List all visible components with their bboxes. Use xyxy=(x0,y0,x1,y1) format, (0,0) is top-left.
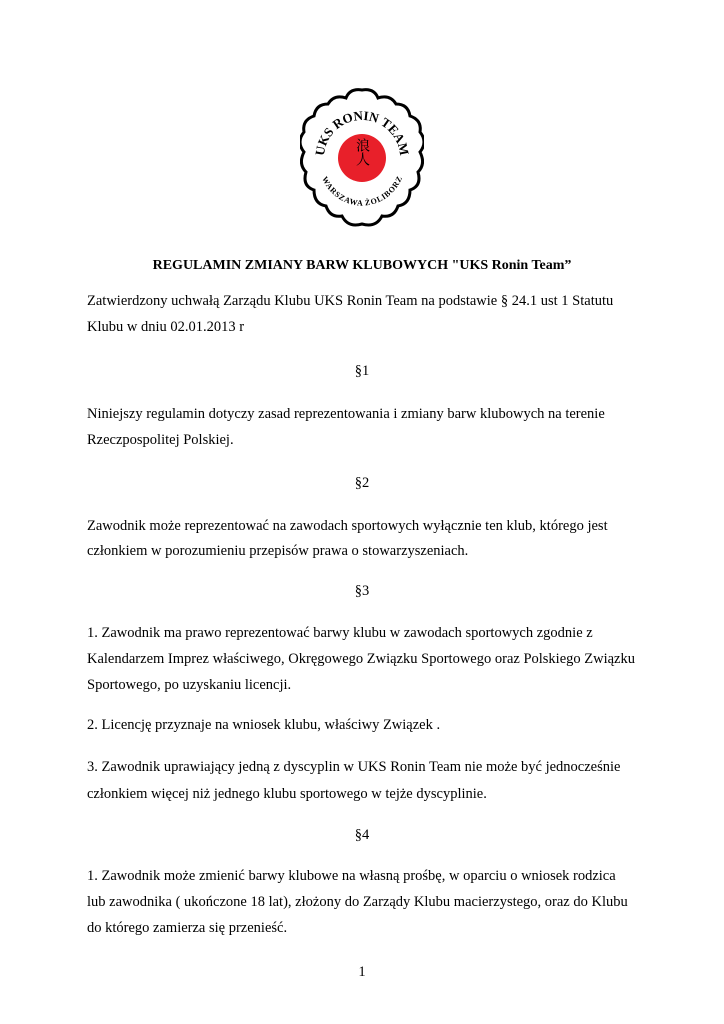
section-2-heading: §2 xyxy=(354,475,370,491)
logo-kanji: 浪人 xyxy=(354,138,370,166)
section-2-line-1: Zawodnik może reprezentować na zawodach sportowych wyłącznie ten klub, którego jest xyxy=(87,518,608,534)
intro-line-2: Klubu w dniu 02.01.2013 r xyxy=(87,319,245,335)
section-3-paragraph-1-line-2: Kalendarzem Imprez właściwego, Okręgowego Związku Sportowego oraz Polskiego Związku xyxy=(87,651,635,667)
section-3-paragraph-3-line-1: 3. Zawodnik uprawiający jedną z dyscyplin w UKS Ronin Team nie może być jednocześnie xyxy=(87,759,621,775)
section-3-paragraph-2: 2. Licencję przyznaje na wniosek klubu, właściwy Związek . xyxy=(87,717,441,733)
logo-bottom-text: WARSZAWA ŻOLIBORZ xyxy=(320,174,404,208)
section-4-paragraph-1-line-2: lub zawodnika ( ukończone 18 lat), złożony do Zarządy Klubu macierzystego, oraz do Klubu xyxy=(87,894,628,910)
section-1-line-1: Niniejszy regulamin dotyczy zasad reprezentowania i zmiany barw klubowych na terenie xyxy=(87,406,605,422)
section-4-paragraph-1-line-3: do którego zamierza się przenieść. xyxy=(87,920,288,936)
section-4-heading: §4 xyxy=(354,827,370,843)
section-3-paragraph-1-line-1: 1. Zawodnik ma prawo reprezentować barwy klubu w zawodach sportowych zgodnie z xyxy=(87,625,593,641)
club-logo-graphic xyxy=(300,88,424,232)
section-2-line-2: członkiem w porozumieniu przepisów prawa o stowarzyszeniach. xyxy=(87,543,469,559)
section-3-paragraph-1-line-3: Sportowego, po uzyskaniu licencji. xyxy=(87,677,292,693)
section-1-heading: §1 xyxy=(354,363,370,379)
logo-top-text: UKS RONIN TEAM xyxy=(311,107,413,157)
section-3-paragraph-3-line-2: członkiem więcej niż jednego klubu sportowego w tejże dyscyplinie. xyxy=(87,786,487,802)
section-4-paragraph-1-line-1: 1. Zawodnik może zmienić barwy klubowe na własną prośbę, w oparciu o wniosek rodzica xyxy=(87,868,616,884)
club-logo xyxy=(300,88,424,232)
section-1-line-2: Rzeczpospolitej Polskiej. xyxy=(87,432,234,448)
intro-line-1: Zatwierdzony uchwałą Zarządu Klubu UKS Ronin Team na podstawie § 24.1 ust 1 Statutu xyxy=(87,293,614,309)
section-3-heading: §3 xyxy=(354,583,370,599)
page-number: 1 xyxy=(358,964,366,980)
document-title: REGULAMIN ZMIANY BARW KLUBOWYCH "UKS Ronin Team” xyxy=(152,258,572,273)
